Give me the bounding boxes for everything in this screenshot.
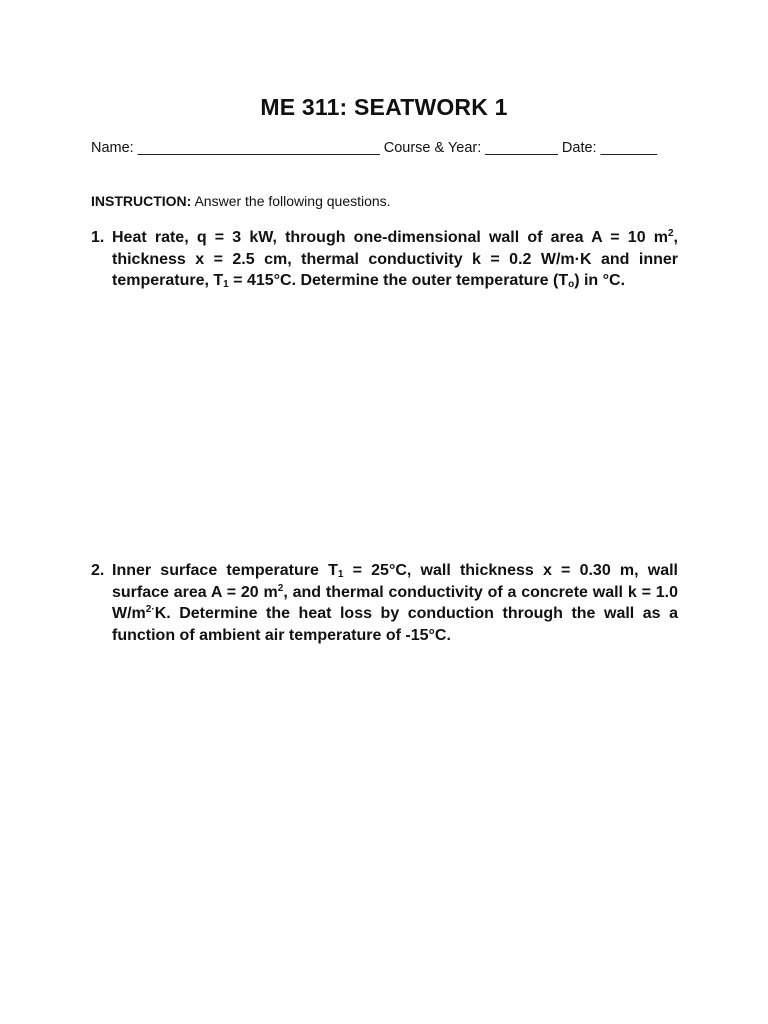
superscript: 2 xyxy=(277,582,284,594)
question-number: 2. xyxy=(91,562,105,579)
course-year-label: Course & Year: xyxy=(383,140,482,156)
question-text-part: Inner surface temperature T xyxy=(112,562,338,579)
question-text-part: Heat rate, q = 3 kW, through one-dimensional wall of area A = 10 m xyxy=(112,229,668,246)
date-blank: _______ xyxy=(600,140,658,156)
instruction xyxy=(91,191,677,211)
page-title: ME 311: SEATWORK 1 xyxy=(260,94,508,120)
question-text xyxy=(112,227,678,292)
question-text-part: = 25°C, wall thickness x = 0.30 m, wall surface area A = 20 m xyxy=(112,562,678,601)
subscript: 1 xyxy=(223,279,229,290)
question-text xyxy=(112,560,678,646)
subscript: o xyxy=(568,279,575,290)
subscript: 1 xyxy=(337,569,344,580)
name-blank: ______________________________ xyxy=(137,140,380,156)
instruction-label: INSTRUCTION: xyxy=(91,193,192,209)
question-text-part: ) in °C. xyxy=(574,272,626,289)
question-number: 1. xyxy=(91,229,105,246)
question-text-part: K. Determine the heat loss by conduction through the wall as a function of ambient air temperature of -15°C. xyxy=(112,605,678,644)
question-1 xyxy=(91,227,678,292)
superscript: 2· xyxy=(145,604,155,615)
question-2 xyxy=(91,560,678,646)
instruction-text: Answer the following questions. xyxy=(194,193,391,209)
student-info-line xyxy=(91,137,677,159)
course-year-blank: _________ xyxy=(485,140,558,156)
question-text-part: = 415°C. Determine the outer temperature (T xyxy=(228,272,569,289)
superscript: 2 xyxy=(667,228,674,239)
date-label: Date: xyxy=(561,140,597,156)
name-label: Name: xyxy=(91,140,134,156)
question-text-part: , and thermal conductivity of a concrete wall k = 1.0 W/m xyxy=(112,583,678,622)
question-text-part: , thickness x = 2.5 cm, thermal conductivity k = 0.2 W/m·K and inner temperature, T xyxy=(112,229,678,289)
